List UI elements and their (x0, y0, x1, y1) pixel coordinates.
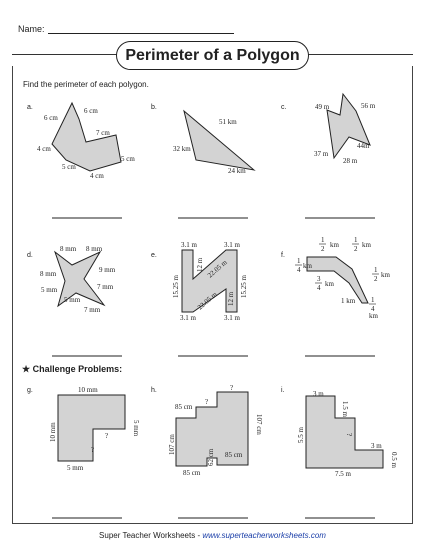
fraction-numerator: 1 (297, 257, 301, 265)
unit-label: km (325, 280, 334, 288)
side-label: 22.05 m (196, 290, 219, 312)
side-label: 5 mm (67, 464, 84, 472)
problem-letter: i. (281, 387, 285, 394)
problem-c (281, 94, 376, 218)
problem-letter: a. (27, 104, 33, 111)
side-label: 32 km (173, 145, 191, 153)
side-label: 10 mm (49, 422, 57, 442)
side-label: 3.1 m (224, 241, 240, 249)
side-label: 5 mm (132, 420, 140, 437)
side-label: 107 cm (168, 434, 176, 455)
fraction-denominator: 2 (374, 275, 378, 283)
unit-label: km (381, 271, 390, 279)
fraction-numerator: 1 (354, 236, 358, 244)
problem-i (281, 387, 398, 518)
side-label: 1 km (341, 297, 356, 305)
fraction-denominator: 2 (321, 245, 325, 253)
side-label: 28 m (343, 157, 358, 165)
side-label: 8 mm (60, 245, 77, 253)
side-label: 3 m (371, 442, 382, 450)
fraction-denominator: 4 (317, 284, 321, 292)
problem-letter: f. (281, 252, 285, 259)
side-label: 85 cm (183, 469, 201, 477)
side-label: 8 mm (86, 245, 103, 253)
problem-f (281, 236, 391, 356)
fraction-numerator: 1 (374, 266, 378, 274)
problem-letter: c. (281, 104, 287, 111)
side-label: 37 m (314, 150, 329, 158)
problem-a (27, 103, 135, 218)
problem-b (151, 104, 254, 218)
fraction-numerator: 3 (317, 275, 321, 283)
side-label: 8 mm (40, 270, 57, 278)
side-label: 4 cm (37, 145, 51, 153)
side-label: 24 km (228, 167, 246, 175)
unknown-label: ? (205, 398, 209, 406)
problem-letter: g. (27, 387, 33, 394)
side-label: 4 cm (90, 172, 104, 180)
side-label: 22.05 m (206, 258, 229, 280)
unit-label: km (303, 262, 312, 270)
problem-letter: h. (151, 387, 157, 394)
side-label: 15.25 m (172, 275, 180, 298)
unit-label: km (330, 241, 339, 249)
side-label: 1.5 m (341, 401, 349, 417)
side-label: 7 mm (84, 306, 101, 314)
side-label: 9 mm (99, 266, 116, 274)
side-label: 5 mm (64, 296, 81, 304)
page-title: Perimeter of a Polygon (116, 41, 309, 70)
side-label: 5.5 m (297, 427, 305, 443)
unknown-label: ? (105, 432, 109, 440)
challenge-label: Challenge Problems: (32, 364, 123, 374)
fraction-denominator: 2 (354, 245, 358, 253)
side-label: 12 m (227, 291, 235, 306)
side-label: 62 cm (207, 448, 215, 466)
problem-h (151, 384, 263, 518)
problem-d (27, 245, 122, 356)
fraction-denominator: 4 (297, 266, 301, 274)
problem-letter: d. (27, 252, 33, 259)
problem-letter: b. (151, 104, 157, 111)
fraction-denominator: 4 (371, 305, 375, 313)
side-label: 5 cm (121, 155, 135, 163)
fraction-numerator: 1 (371, 296, 375, 304)
side-label: 44m (357, 142, 370, 150)
side-label: 6 cm (44, 114, 58, 122)
side-label: 10 mm (78, 386, 98, 394)
side-label: 3.1 m (224, 314, 240, 322)
side-label: 56 m (361, 102, 376, 110)
footer-link[interactable]: www.superteacherworksheets.com (202, 531, 326, 540)
side-label: 15.25 m (240, 275, 248, 298)
side-label: 3.1 m (181, 241, 197, 249)
problem-e (151, 241, 248, 356)
star-icon: ★ (22, 364, 31, 374)
side-label: 85 cm (175, 403, 193, 411)
unknown-label: ? (91, 446, 95, 454)
side-label: 85 cm (225, 451, 243, 459)
side-label: 7.5 m (335, 470, 351, 478)
fraction-numerator: 1 (321, 236, 325, 244)
side-label: 49 m (315, 103, 330, 111)
side-label: 0.5 m (390, 452, 398, 468)
side-label: 107 cm (255, 414, 263, 435)
side-label: 7 mm (97, 283, 114, 291)
footer (0, 531, 425, 540)
problem-g (27, 386, 140, 518)
unknown-label: ? (345, 433, 353, 437)
side-label: 5 cm (62, 163, 76, 171)
name-label: Name: (18, 24, 45, 34)
footer-text: Super Teacher Worksheets - (99, 531, 203, 540)
side-label: 5 mm (41, 286, 58, 294)
side-label: 6 cm (84, 107, 98, 115)
side-label: 7 cm (96, 129, 110, 137)
problem-letter: e. (151, 252, 157, 259)
unknown-label: ? (230, 384, 234, 392)
instructions: Find the perimeter of each polygon. (23, 80, 149, 89)
side-label: 3 m (313, 390, 324, 398)
side-label: 51 km (219, 118, 237, 126)
unit-label: km (362, 241, 371, 249)
unit-label: km (369, 312, 378, 320)
side-label: 3.1 m (180, 314, 196, 322)
side-label: 12 m (196, 257, 204, 272)
